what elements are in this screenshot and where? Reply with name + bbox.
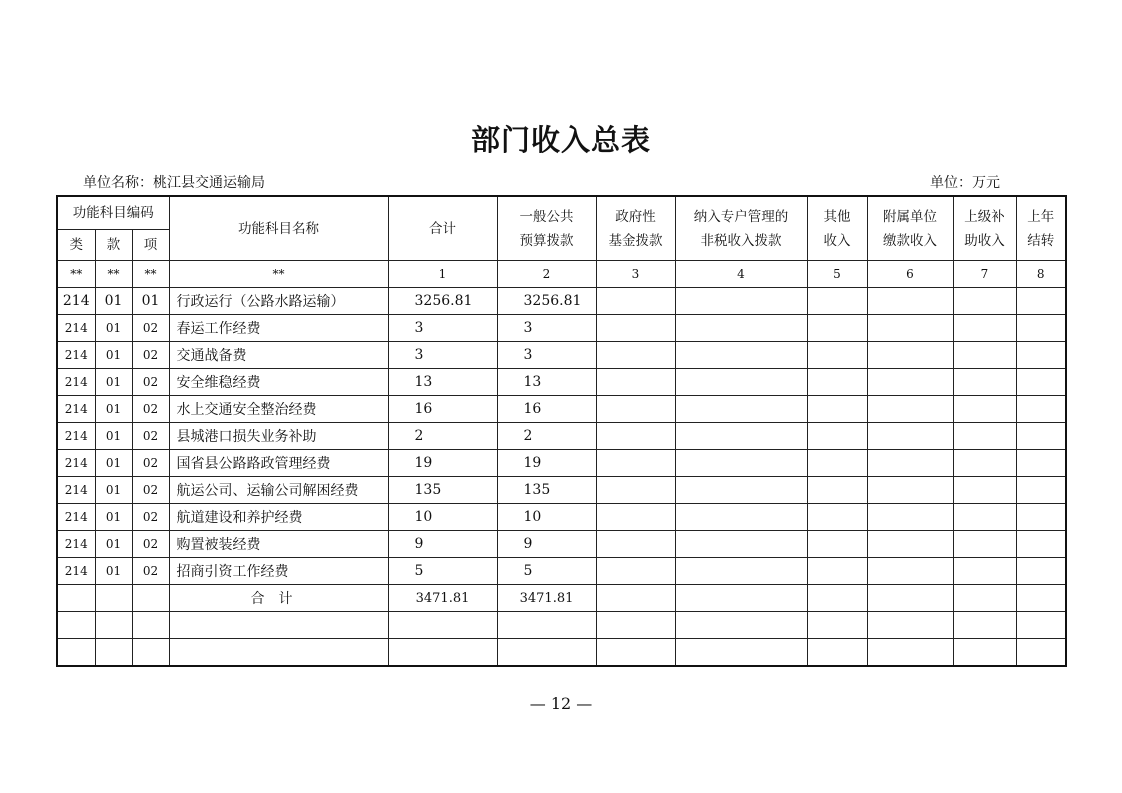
header-kuan: 款 [95, 230, 132, 261]
code-xiang: 02 [132, 369, 169, 396]
empty-cell [1016, 369, 1066, 396]
empty-cell [132, 585, 169, 612]
empty-cell [807, 639, 867, 667]
empty-cell [95, 639, 132, 667]
grand-total-value: 3471.81 [388, 585, 497, 612]
header-general-budget: 一般公共 预算拨款 [497, 196, 596, 261]
empty-cell [867, 585, 953, 612]
code-kuan: 01 [95, 342, 132, 369]
empty-cell [867, 450, 953, 477]
empty-cell [1016, 342, 1066, 369]
empty-cell [1016, 558, 1066, 585]
empty-cell [953, 477, 1016, 504]
header-gov-fund: 政府性 基金拨款 [596, 196, 675, 261]
code-lei: 214 [57, 558, 95, 585]
item-name: 国省县公路路政管理经费 [169, 450, 388, 477]
empty-cell [675, 369, 807, 396]
index-cell: 1 [388, 261, 497, 288]
empty-cell [953, 558, 1016, 585]
table-row [57, 396, 1066, 423]
empty-cell [867, 639, 953, 667]
empty-cell [867, 396, 953, 423]
empty-cell [807, 423, 867, 450]
empty-cell [953, 315, 1016, 342]
table-row [57, 504, 1066, 531]
code-kuan: 01 [95, 450, 132, 477]
index-cell: 3 [596, 261, 675, 288]
empty-cell [596, 558, 675, 585]
code-kuan: 01 [95, 423, 132, 450]
empty-cell [388, 612, 497, 639]
index-cell: ** [95, 261, 132, 288]
item-name: 招商引资工作经费 [169, 558, 388, 585]
general-budget-value: 10 [497, 504, 596, 531]
header-total: 合计 [388, 196, 497, 261]
total-value: 2 [388, 423, 497, 450]
code-kuan: 01 [95, 288, 132, 315]
code-kuan: 01 [95, 531, 132, 558]
empty-cell [953, 396, 1016, 423]
empty-cell [1016, 612, 1066, 639]
code-lei: 214 [57, 369, 95, 396]
empty-cell [95, 612, 132, 639]
item-name: 航道建设和养护经费 [169, 504, 388, 531]
empty-cell [596, 585, 675, 612]
general-budget-value: 3 [497, 315, 596, 342]
empty-cell [675, 342, 807, 369]
empty-cell [953, 423, 1016, 450]
empty-cell [953, 612, 1016, 639]
empty-cell [1016, 396, 1066, 423]
item-name: 安全维稳经费 [169, 369, 388, 396]
total-value: 135 [388, 477, 497, 504]
empty-cell [1016, 531, 1066, 558]
empty-cell [675, 315, 807, 342]
empty-cell [596, 396, 675, 423]
code-xiang: 02 [132, 396, 169, 423]
unit-name-label: 单位名称：桃江县交通运输局 [83, 175, 265, 191]
header-lei: 类 [57, 230, 95, 261]
code-lei: 214 [57, 423, 95, 450]
empty-cell [807, 612, 867, 639]
general-budget-value: 2 [497, 423, 596, 450]
empty-cell [596, 612, 675, 639]
general-budget-value: 16 [497, 396, 596, 423]
empty-cell [953, 639, 1016, 667]
empty-cell [596, 315, 675, 342]
header-superior-subsidy: 上级补 助收入 [953, 196, 1016, 261]
table-row [57, 342, 1066, 369]
general-budget-value: 3256.81 [497, 288, 596, 315]
code-lei: 214 [57, 288, 95, 315]
empty-cell [953, 450, 1016, 477]
total-value: 5 [388, 558, 497, 585]
code-lei: 214 [57, 504, 95, 531]
table-row [57, 477, 1066, 504]
total-row [57, 585, 1066, 612]
index-cell: ** [57, 261, 95, 288]
code-lei: 214 [57, 450, 95, 477]
empty-cell [596, 531, 675, 558]
general-budget-value: 3 [497, 342, 596, 369]
item-name: 行政运行（公路水路运输） [169, 288, 388, 315]
empty-cell [388, 639, 497, 667]
empty-cell [807, 450, 867, 477]
total-value: 3256.81 [388, 288, 497, 315]
total-value: 3 [388, 342, 497, 369]
header-other-income: 其他 收入 [807, 196, 867, 261]
header-affiliated: 附属单位 缴款收入 [867, 196, 953, 261]
code-xiang: 01 [132, 288, 169, 315]
table-row [57, 315, 1066, 342]
empty-cell [953, 342, 1016, 369]
empty-cell [1016, 423, 1066, 450]
index-cell: ** [169, 261, 388, 288]
item-name: 县城港口损失业务补助 [169, 423, 388, 450]
empty-cell [596, 288, 675, 315]
empty-cell [1016, 315, 1066, 342]
table-row [57, 288, 1066, 315]
empty-cell [675, 450, 807, 477]
code-xiang: 02 [132, 315, 169, 342]
empty-cell [867, 558, 953, 585]
empty-cell [596, 504, 675, 531]
empty-cell [867, 369, 953, 396]
header-carryover: 上年 结转 [1016, 196, 1066, 261]
empty-cell [867, 315, 953, 342]
code-kuan: 01 [95, 369, 132, 396]
empty-cell [675, 585, 807, 612]
code-lei: 214 [57, 315, 95, 342]
table-row [57, 450, 1066, 477]
general-budget-value: 19 [497, 450, 596, 477]
code-xiang: 02 [132, 504, 169, 531]
index-cell: 5 [807, 261, 867, 288]
item-name: 春运工作经费 [169, 315, 388, 342]
empty-cell [867, 531, 953, 558]
code-kuan: 01 [95, 477, 132, 504]
code-lei: 214 [57, 396, 95, 423]
empty-cell [169, 612, 388, 639]
code-lei: 214 [57, 531, 95, 558]
empty-cell [57, 639, 95, 667]
code-lei: 214 [57, 477, 95, 504]
total-value: 3 [388, 315, 497, 342]
empty-cell [807, 477, 867, 504]
empty-cell [675, 423, 807, 450]
page-number: — 12 — [529, 694, 593, 713]
code-kuan: 01 [95, 558, 132, 585]
empty-cell [675, 612, 807, 639]
empty-cell [675, 396, 807, 423]
empty-cell [953, 531, 1016, 558]
general-budget-value: 135 [497, 477, 596, 504]
empty-cell [596, 639, 675, 667]
header-code-group: 功能科目编码 [57, 196, 169, 230]
empty-cell [675, 639, 807, 667]
table-row [57, 369, 1066, 396]
empty-cell [57, 585, 95, 612]
total-value: 10 [388, 504, 497, 531]
empty-cell [867, 288, 953, 315]
general-budget-value: 5 [497, 558, 596, 585]
empty-cell [675, 288, 807, 315]
empty-cell [57, 612, 95, 639]
empty-cell [1016, 504, 1066, 531]
empty-cell [1016, 639, 1066, 667]
empty-cell [1016, 450, 1066, 477]
empty-cell [1016, 585, 1066, 612]
total-value: 19 [388, 450, 497, 477]
page-title: 部门收入总表 [470, 123, 651, 157]
code-kuan: 01 [95, 504, 132, 531]
empty-cell [867, 477, 953, 504]
empty-cell [807, 531, 867, 558]
index-cell: ** [132, 261, 169, 288]
empty-cell [867, 423, 953, 450]
empty-cell [1016, 477, 1066, 504]
empty-cell [95, 585, 132, 612]
empty-cell [675, 558, 807, 585]
code-kuan: 01 [95, 315, 132, 342]
header-nontax: 纳入专户管理的 非税收入拨款 [675, 196, 807, 261]
blank-row [57, 612, 1066, 639]
empty-cell [807, 504, 867, 531]
empty-cell [497, 639, 596, 667]
empty-cell [867, 612, 953, 639]
empty-cell [807, 288, 867, 315]
total-value: 16 [388, 396, 497, 423]
unit-label: 单位：万元 [930, 175, 1000, 191]
header-xiang: 项 [132, 230, 169, 261]
code-xiang: 02 [132, 531, 169, 558]
empty-cell [807, 558, 867, 585]
header-name: 功能科目名称 [169, 196, 388, 261]
blank-row [57, 639, 1066, 667]
empty-cell [867, 342, 953, 369]
index-cell: 2 [497, 261, 596, 288]
index-row [57, 261, 1066, 288]
empty-cell [1016, 288, 1066, 315]
empty-cell [497, 612, 596, 639]
empty-cell [675, 531, 807, 558]
code-lei: 214 [57, 342, 95, 369]
item-name: 交通战备费 [169, 342, 388, 369]
table-row [57, 531, 1066, 558]
code-kuan: 01 [95, 396, 132, 423]
table-row [57, 558, 1066, 585]
empty-cell [953, 504, 1016, 531]
empty-cell [807, 585, 867, 612]
empty-cell [807, 315, 867, 342]
general-budget-value: 9 [497, 531, 596, 558]
code-xiang: 02 [132, 558, 169, 585]
total-label: 合计 [169, 585, 388, 612]
code-xiang: 02 [132, 450, 169, 477]
index-cell: 6 [867, 261, 953, 288]
item-name: 水上交通安全整治经费 [169, 396, 388, 423]
code-xiang: 02 [132, 477, 169, 504]
code-xiang: 02 [132, 423, 169, 450]
empty-cell [596, 450, 675, 477]
empty-cell [596, 342, 675, 369]
empty-cell [132, 639, 169, 667]
empty-cell [953, 288, 1016, 315]
grand-general-budget-value: 3471.81 [497, 585, 596, 612]
empty-cell [596, 477, 675, 504]
empty-cell [807, 369, 867, 396]
empty-cell [675, 477, 807, 504]
empty-cell [953, 585, 1016, 612]
item-name: 航运公司、运输公司解困经费 [169, 477, 388, 504]
code-xiang: 02 [132, 342, 169, 369]
empty-cell [596, 423, 675, 450]
empty-cell [953, 369, 1016, 396]
empty-cell [132, 612, 169, 639]
income-summary-table [56, 195, 1067, 667]
table-row [57, 423, 1066, 450]
total-value: 13 [388, 369, 497, 396]
empty-cell [675, 504, 807, 531]
total-value: 9 [388, 531, 497, 558]
index-cell: 4 [675, 261, 807, 288]
empty-cell [807, 396, 867, 423]
index-cell: 7 [953, 261, 1016, 288]
index-cell: 8 [1016, 261, 1066, 288]
empty-cell [596, 369, 675, 396]
empty-cell [867, 504, 953, 531]
empty-cell [169, 639, 388, 667]
empty-cell [807, 342, 867, 369]
item-name: 购置被装经费 [169, 531, 388, 558]
general-budget-value: 13 [497, 369, 596, 396]
